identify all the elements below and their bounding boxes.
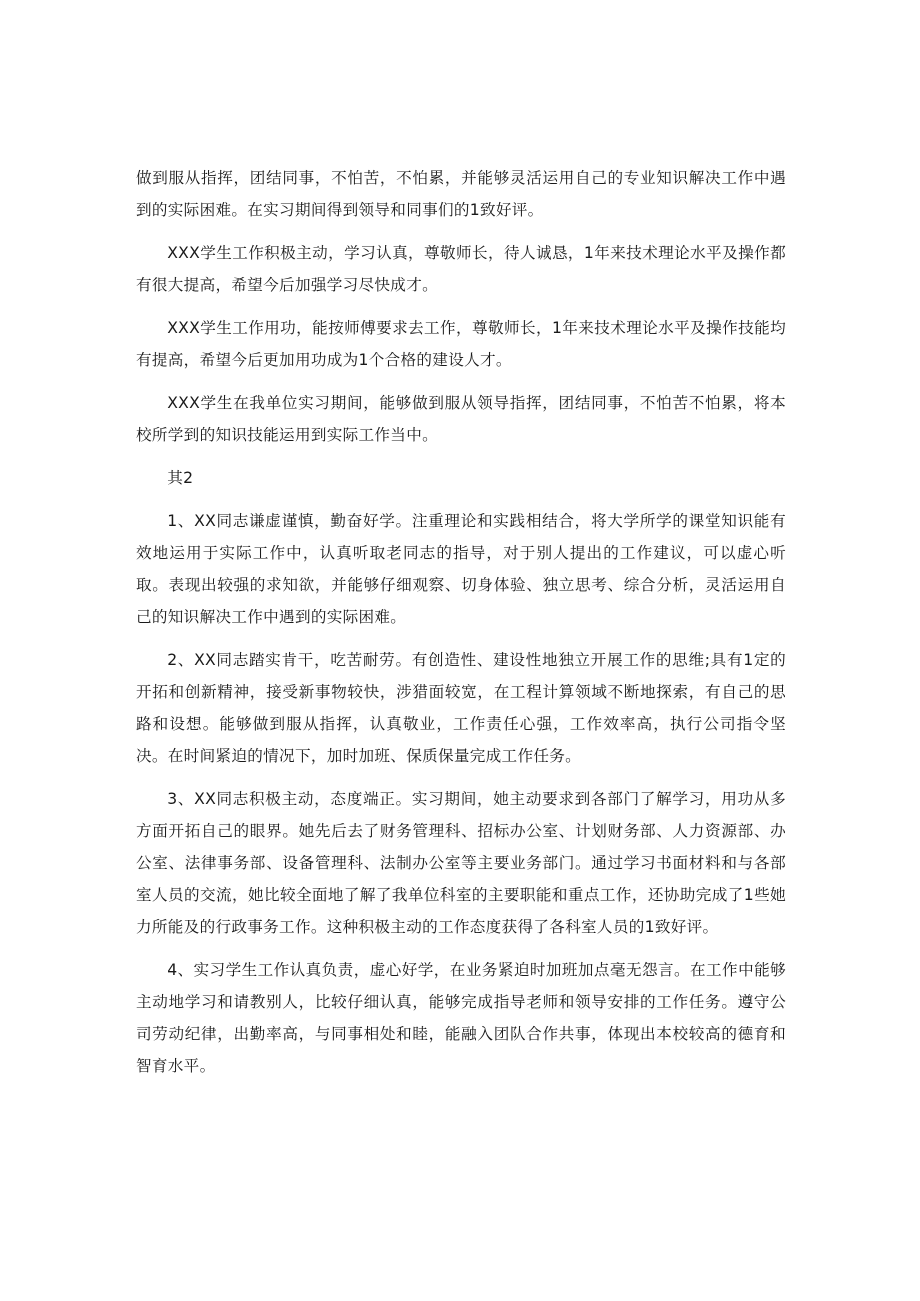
paragraph-evaluation-1: XXX学生工作积极主动，学习认真，尊敬师长，待人诚恳，1年来技术理论水平及操作都有很大提高，希望今后加强学习尽快成才。 [136, 244, 786, 294]
document-body [136, 162, 786, 1093]
list-item-1: 1、XX同志谦虚谨慎，勤奋好学。注重理论和实践相结合，将大学所学的课堂知识能有效地运用于实际工作中，认真听取老同志的指导，对于别人提出的工作建议，可以虚心听取。表现出较强的求知欲，并能够仔细观察、切身体验、独立思考、综合分析，灵活运用自己的知识解决工作中遇到的实际困难。 [136, 512, 786, 626]
list-item-3: 3、XX同志积极主动，态度端正。实习期间，她主动要求到各部门了解学习，用功从多方面开拓自己的眼界。她先后去了财务管理科、招标办公室、计划财务部、人力资源部、办公室、法律事务部、设备管理科、法制办公室等主要业务部门。通过学习书面材料和与各部室人员的交流，她比较全面地了解了我单位科室的主要职能和重点工作，还协助完成了1些她力所能及的行政事务工作。这种积极主动的工作态度获得了各科室人员的1致好评。 [136, 790, 786, 936]
section-heading: 其2 [167, 469, 194, 487]
list-item-2: 2、XX同志踏实肯干，吃苦耐劳。有创造性、建设性地独立开展工作的思维;具有1定的开拓和创新精神，接受新事物较快，涉猎面较宽，在工程计算领域不断地探索，有自己的思路和设想。能够做到服从指挥，认真敬业，工作责任心强，工作效率高，执行公司指令坚决。在时间紧迫的情况下，加时加班、保质保量完成工作任务。 [136, 651, 786, 765]
paragraph-evaluation-2: XXX学生工作用功，能按师傅要求去工作，尊敬师长，1年来技术理论水平及操作技能均有提高，希望今后更加用功成为1个合格的建设人才。 [136, 319, 786, 369]
paragraph-evaluation-3: XXX学生在我单位实习期间，能够做到服从领导指挥，团结同事，不怕苦不怕累，将本校所学到的知识技能运用到实际工作当中。 [136, 394, 786, 444]
list-item-4: 4、实习学生工作认真负责，虚心好学，在业务紧迫时加班加点毫无怨言。在工作中能够主动地学习和请教别人，比较仔细认真，能够完成指导老师和领导安排的工作任务。遵守公司劳动纪律，出勤率高，与同事相处和睦，能融入团队合作共事，体现出本校较高的德育和智育水平。 [136, 961, 786, 1075]
paragraph-continuation: 做到服从指挥，团结同事，不怕苦，不怕累，并能够灵活运用自己的专业知识解决工作中遇到的实际困难。在实习期间得到领导和同事们的1致好评。 [136, 169, 786, 219]
